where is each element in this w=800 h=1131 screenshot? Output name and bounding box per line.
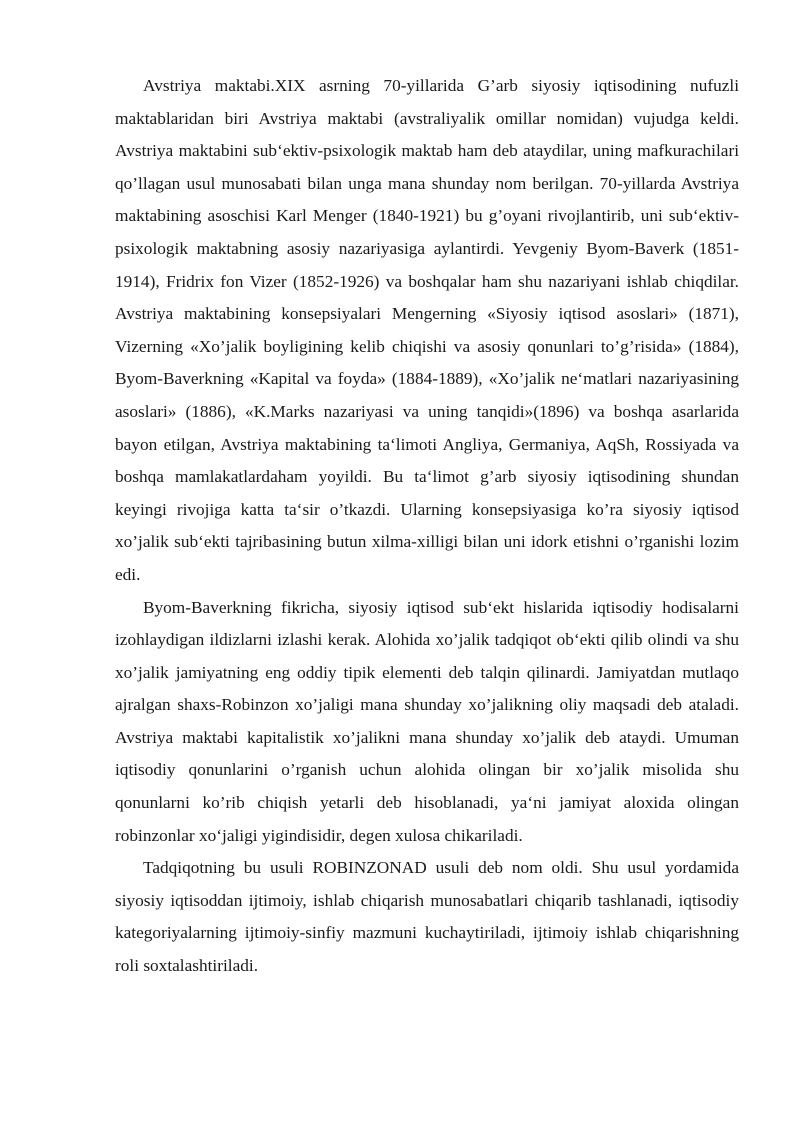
document-page bbox=[115, 70, 739, 983]
paragraph-avstriya-maktabi: Avstriya maktabi.XIX asrning 70-yillarida G’arb siyosiy iqtisodining nufuzli maktablaridan biri Avstriya maktabi (avstraliyalik omillar nomidan) vujudga keldi. Avstriya maktabini sub‘ektiv-psixologik maktab ham deb ataydilar, uning mafkurachilari qo’llagan usul munosabati bilan unga mana shunday nom berilgan. 70-yillarda Avstriya maktabining asoschisi Karl Menger (1840-1921) bu g’oyani rivojlantirib, uni sub‘ektiv-psixologik maktabning asosiy nazariyasiga aylantirdi. Yevgeniy Byom-Baverk (1851-1914), Fridrix fon Vizer (1852-1926) va boshqalar ham shu nazariyani ishlab chiqdilar. Avstriya maktabining konsepsiyalari Mengerning «Siyosiy iqtisod asoslari» (1871), Vizerning «Xo’jalik boyligining kelib chiqishi va asosiy qonunlari to’g’risida» (1884), Byom-Baverkning «Kapital va foyda» (1884-1889), «Xo’jalik ne‘matlari nazariyasining asoslari» (1886), «K.Marks nazariyasi va uning tanqidi»(1896) va boshqa asarlarida bayon etilgan, Avstriya maktabining ta‘limoti Angliya, Germaniya, AqSh, Rossiyada va boshqa mamlakatlardaham yoyildi. Bu ta‘limot g’arb siyosiy iqtisodining shundan keyingi rivojiga katta ta‘sir o’tkazdi. Ularning konsepsiyasiga ko’ra siyosiy iqtisod xo’jalik sub‘ekti tajribasining butun xilma-xilligi bilan uni idork etishni o’rganishi lozim edi. bbox=[115, 76, 739, 584]
paragraph-byom-baverk: Byom-Baverkning fikricha, siyosiy iqtisod sub‘ekt hislarida iqtisodiy hodisalarni izohlaydigan ildizlarni izlashi kerak. Alohida xo’jalik tadqiqot ob‘ekti qilib olindi va shu xo’jalik jamiyatning eng oddiy tipik elementi deb talqin qilinardi. Jamiyatdan mutlaqo ajralgan shaxs-Robinzon xo’jaligi mana shunday xo’jalikning oliy maqsadi deb ataladi. Avstriya maktabi kapitalistik xo’jalikni mana shunday xo’jalik deb ataydi. Umuman iqtisodiy qonunlarini o’rganish uchun alohida olingan bir xo’jalik misolida shu qonunlarni ko’rib chiqish yetarli deb hisoblanadi, ya‘ni jamiyat aloxida olingan robinzonlar xo‘jaligi yigindisidir, degen xulosa chikariladi. bbox=[115, 597, 739, 845]
paragraph-robinzonad: Tadqiqotning bu usuli ROBINZONAD usuli deb nom oldi. Shu usul yordamida siyosiy iqtisoddan ijtimoiy, ishlab chiqarish munosabatlari chiqarib tashlanadi, iqtisodiy kategoriyalarning ijtimoiy-sinfiy mazmuni kuchaytiriladi, ijtimoiy ishlab chiqarishning roli soxtalashtiriladi. bbox=[115, 858, 739, 976]
